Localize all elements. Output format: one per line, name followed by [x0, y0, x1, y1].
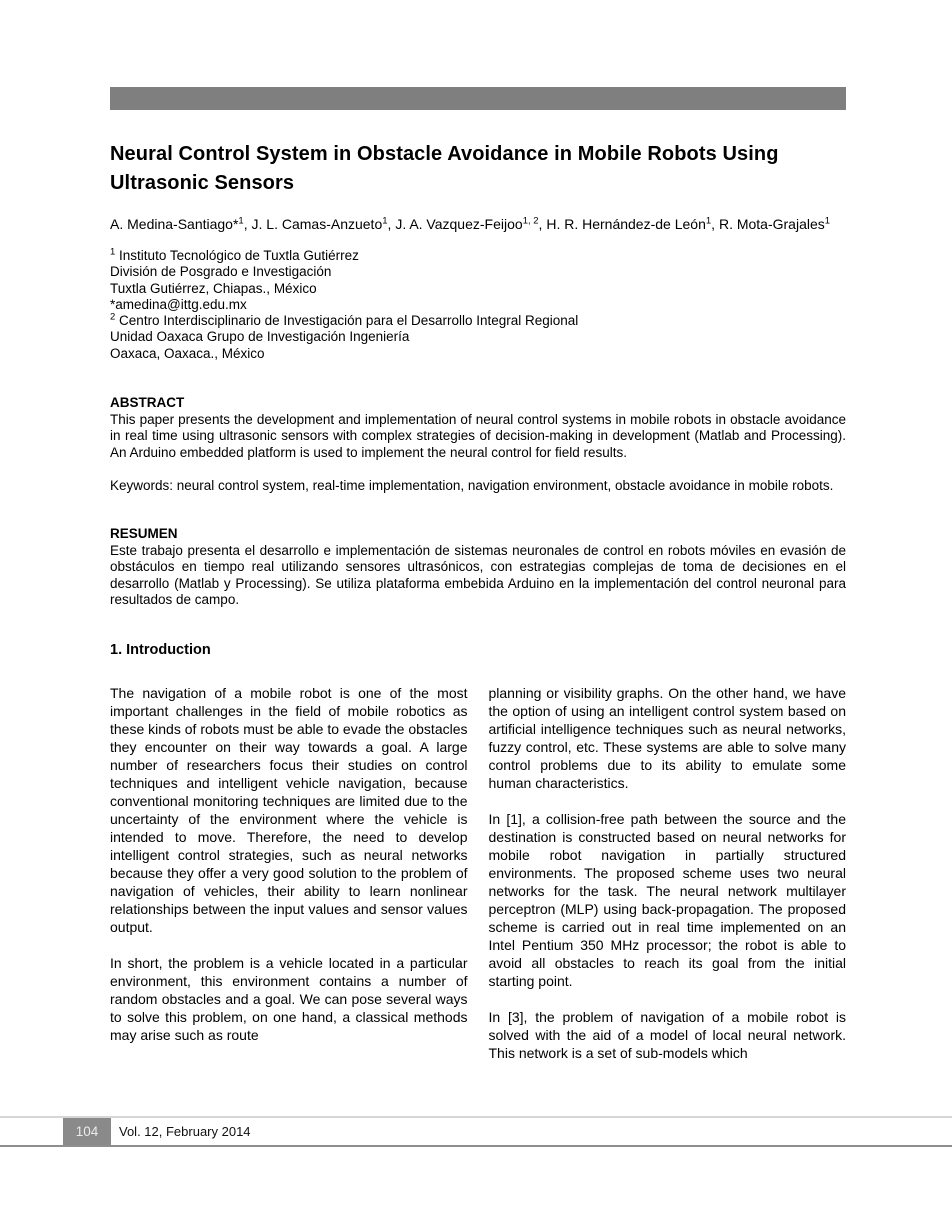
resumen-heading: RESUMEN: [110, 526, 178, 542]
author-name: J. A. Vazquez-Feijoo: [395, 216, 523, 232]
volume-info: Vol. 12, February 2014: [119, 1124, 251, 1139]
resumen-text: Este trabajo presenta el desarrollo e implementación de sistemas neuronales de control en robots móviles en evasión de obstáculos en tiempo real utilizando sensores ultrasónicos, con estrategias complejas de toma de decisiones en el desarrollo (Matlab y Processing). Se utiliza plataforma embebida Arduino en la implementación del control neuronal para resultados de campo.: [110, 542, 846, 608]
page-number-badge: 104: [63, 1118, 111, 1146]
footer-bottom-rule: [0, 1145, 952, 1147]
author-affiliation-superscript: 1: [238, 215, 244, 227]
affiliation-line: [110, 281, 846, 297]
affiliation-text: Unidad Oaxaca Grupo de Investigación Ingeniería: [110, 329, 410, 345]
affiliation-text: Instituto Tecnológico de Tuxtla Gutiérrez: [115, 248, 359, 263]
affiliation-number: 2: [110, 311, 116, 323]
author-affiliation-superscript: 1: [824, 215, 831, 227]
abstract-section: [110, 395, 846, 494]
author-affiliation-superscript: 1: [705, 215, 712, 227]
author-name: A. Medina-Santiago*: [110, 216, 239, 232]
intro-paragraph: The navigation of a mobile robot is one of the most important challenges in the field of mobile robotics as these kinds of robots must be able to evade the obstacles they encounter on their way towards a goal. A large number of researchers focus their studies on control techniques and intelligent vehicle navigation, because conventional monitoring techniques are limited due to the uncertainty of the environment where the vehicle is intended to move. Therefore, the need to develop intelligent control strategies, such as neural networks because they offer a very good solution to the problem of navigation of vehicles, their ability to learn nonlinear relationships between the input values and sensor values output.: [110, 684, 468, 935]
affiliation-text: División de Posgrado e Investigación: [110, 264, 332, 280]
author-affiliation-superscript: 1: [382, 215, 388, 227]
affiliations-block: [110, 248, 846, 362]
affiliation-text: Tuxtla Gutiérrez, Chiapas., México: [110, 280, 317, 296]
author-separator: ,: [243, 216, 252, 232]
intro-paragraph: In short, the problem is a vehicle located in a particular environment, this environment contains a number of random obstacles and a goal. We can pose several ways to solve this problem, on one hand, a classical methods may arise such as route: [110, 954, 468, 1043]
introduction-heading: 1. Introduction: [110, 641, 211, 658]
affiliation-number: 1: [110, 246, 116, 258]
author-separator: ,: [387, 216, 396, 232]
resumen-section: [110, 526, 846, 609]
page-content: [110, 0, 846, 1080]
abstract-text: This paper presents the development and implementation of neural control systems in mobile robots in obstacle avoidance in real time using ultrasonic sensors with complex strategies of decision-making in development (Matlab and Processing). An Arduino embedded platform is used to implement the neural control for field results.: [110, 411, 846, 460]
affiliation-text: Centro Interdisciplinario de Investigación para el Desarrollo Integral Regional: [115, 313, 579, 329]
affiliation-line: [110, 313, 846, 329]
author-line: [110, 215, 846, 233]
author-name: H. R. Hernández-de León: [546, 216, 706, 232]
author-separator: ,: [711, 216, 719, 232]
intro-paragraph: planning or visibility graphs. On the other hand, we have the option of using an intelligent control system based on artificial intelligence techniques such as neural networks, fuzzy control, etc. These systems are able to solve many control problems due to its ability to emulate some human characteristics.: [488, 684, 846, 791]
affiliation-line: [110, 329, 846, 345]
author-separator: ,: [538, 216, 547, 232]
affiliation-text: Oaxaca, Oaxaca., México: [110, 345, 265, 361]
two-column-body: [110, 684, 846, 1080]
left-column: [110, 684, 468, 1080]
affiliation-line: [110, 346, 846, 362]
affiliation-line: [110, 264, 846, 280]
right-column: [489, 684, 847, 1080]
intro-paragraph: In [3], the problem of navigation of a mobile robot is solved with the aid of a model of local neural network. This network is a set of sub-models which: [488, 1008, 846, 1061]
paper-title: Neural Control System in Obstacle Avoidance in Mobile Robots Using Ultrasonic Sensors: [110, 143, 779, 194]
affiliation-line: [110, 248, 846, 264]
author-name: J. L. Camas-Anzueto: [251, 216, 383, 232]
author-affiliation-superscript: 1, 2: [522, 215, 539, 227]
keywords-text: Keywords: neural control system, real-time implementation, navigation environment, obstacle avoidance in mobile robots.: [110, 477, 834, 493]
author-name: R. Mota-Grajales: [718, 216, 825, 232]
affiliation-line: [110, 297, 846, 313]
contact-email-text: *amedina@ittg.edu.mx: [110, 296, 247, 312]
abstract-heading: ABSTRACT: [110, 395, 185, 411]
intro-paragraph: In [1], a collision-free path between the source and the destination is constructed based on neural networks for mobile robot navigation in partially structured environments. The proposed scheme uses two neural networks for the task. The neural network multilayer perceptron (MLP) using back-propagation. The proposed scheme is carried out in real time implemented on an Intel Pentium 350 MHz processor; the robot is able to avoid all obstacles to reach its goal from the initial starting point.: [488, 810, 846, 989]
